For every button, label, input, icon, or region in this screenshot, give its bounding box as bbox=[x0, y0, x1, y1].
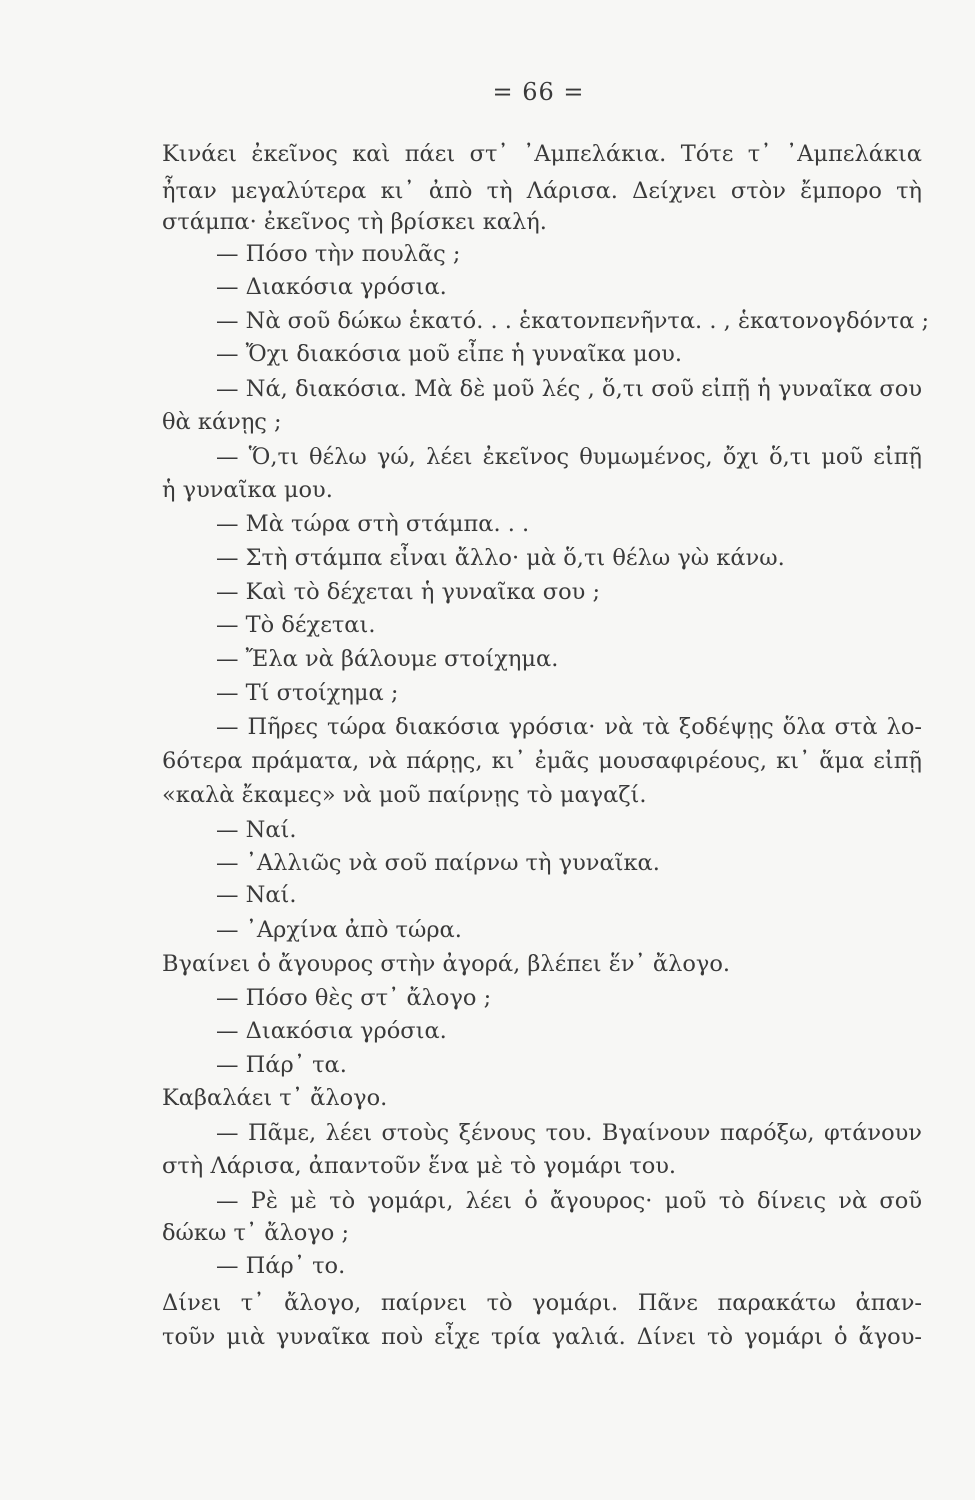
text-line: — ᾿Αρχίνα ἀπὸ τώρα. bbox=[216, 917, 462, 943]
text-line: — Πόσο τὴν πουλᾶς ; bbox=[216, 241, 461, 267]
text-line: — Νά, διακόσια. Μὰ δὲ μοῦ λές , ὅ,τι σοῦ εἰπῇ ἡ γυναῖκα σου bbox=[216, 376, 922, 402]
text-line: στὴ Λάρισα, ἀπαντοῦν ἕνα μὲ τὸ γομάρι του. bbox=[162, 1153, 677, 1179]
text-line: — Καὶ τὸ δέχεται ἡ γυναῖκα σου ; bbox=[216, 579, 601, 605]
text-line: — Πάρ᾿ τα. bbox=[216, 1052, 347, 1078]
text-line: — Ὅ,τι θέλω γώ, λέει ἐκεῖνος θυμωμένος, ὄχι ὅ,τι μοῦ εἰπῇ bbox=[216, 444, 922, 470]
text-line: ἦταν μεγαλύτερα κι᾿ ἀπὸ τὴ Λάρισα. Δείχνει στὸν ἔμπορο τὴ bbox=[162, 178, 922, 204]
text-line: Κινάει ἐκεῖνος καὶ πάει στ᾿ ᾿Αμπελάκια. Τότε τ᾿ ᾿Αμπελάκια bbox=[162, 141, 922, 167]
text-line: 6ότερα πράματα, νὰ πάρῃς, κι᾿ ἐμᾶς μουσαφιρέους, κι᾿ ἅμα εἰπῇ bbox=[162, 748, 922, 774]
text-line: — Τί στοίχημα ; bbox=[216, 680, 399, 706]
text-line: στάμπα· ἐκεῖνος τὴ βρίσκει καλή. bbox=[162, 209, 547, 235]
text-line: — Ναί. bbox=[216, 817, 297, 843]
text-line: ἡ γυναῖκα μου. bbox=[162, 477, 333, 503]
text-line: — Πᾶμε, λέει στοὺς ξένους του. Βγαίνουν παρόξω, φτάνουν bbox=[216, 1120, 922, 1146]
text-line: Καβαλάει τ᾿ ἄλογο. bbox=[162, 1085, 388, 1111]
text-line: — Ρὲ μὲ τὸ γομάρι, λέει ὁ ἄγουρος· μοῦ τὸ δίνεις νὰ σοῦ bbox=[216, 1188, 922, 1214]
text-line: — Μὰ τώρα στὴ στάμπα. . . bbox=[216, 511, 530, 537]
text-line: «καλὰ ἔκαμες» νὰ μοῦ παίρνῃς τὸ μαγαζί. bbox=[162, 782, 647, 808]
text-line: — Διακόσια γρόσια. bbox=[216, 274, 447, 300]
text-line: Βγαίνει ὁ ἄγουρος στὴν ἀγορά, βλέπει ἕν᾿ ἄλογο. bbox=[162, 951, 731, 977]
text-line: — Πῆρες τώρα διακόσια γρόσια· νὰ τὰ ξοδέψῃς ὅλα στὰ λο- bbox=[216, 714, 922, 740]
text-line: — Ἔλα νὰ βάλουμε στοίχημα. bbox=[216, 646, 559, 672]
text-line: — Πόσο θὲς στ᾿ ἄλογο ; bbox=[216, 985, 492, 1011]
text-line: θὰ κάνῃς ; bbox=[162, 409, 282, 435]
page-number: = 66 = bbox=[492, 78, 585, 106]
text-line: τοῦν μιὰ γυναῖκα ποὺ εἶχε τρία γαλιά. Δίνει τὸ γομάρι ὁ ἄγου- bbox=[162, 1324, 922, 1350]
text-line: — Ναί. bbox=[216, 882, 297, 908]
text-line: — Πάρ᾿ το. bbox=[216, 1253, 346, 1279]
text-line: — Στὴ στάμπα εἶναι ἄλλο· μὰ ὅ,τι θέλω γὼ κάνω. bbox=[216, 545, 785, 571]
text-line: — ᾿Αλλιῶς νὰ σοῦ παίρνω τὴ γυναῖκα. bbox=[216, 850, 660, 876]
text-line: — Τὸ δέχεται. bbox=[216, 612, 376, 638]
text-line: δώκω τ᾿ ἄλογο ; bbox=[162, 1220, 350, 1246]
text-line: Δίνει τ᾿ ἄλογο, παίρνει τὸ γομάρι. Πᾶνε παρακάτω ἀπαν- bbox=[162, 1290, 922, 1316]
text-line: — Ὄχι διακόσια μοῦ εἶπε ἡ γυναῖκα μου. bbox=[216, 341, 682, 367]
text-line: — Νὰ σοῦ δώκω ἑκατό. . . ἑκατονπενῆντα. . , ἑκατονογδόντα ; bbox=[216, 308, 930, 334]
text-line: — Διακόσια γρόσια. bbox=[216, 1018, 447, 1044]
